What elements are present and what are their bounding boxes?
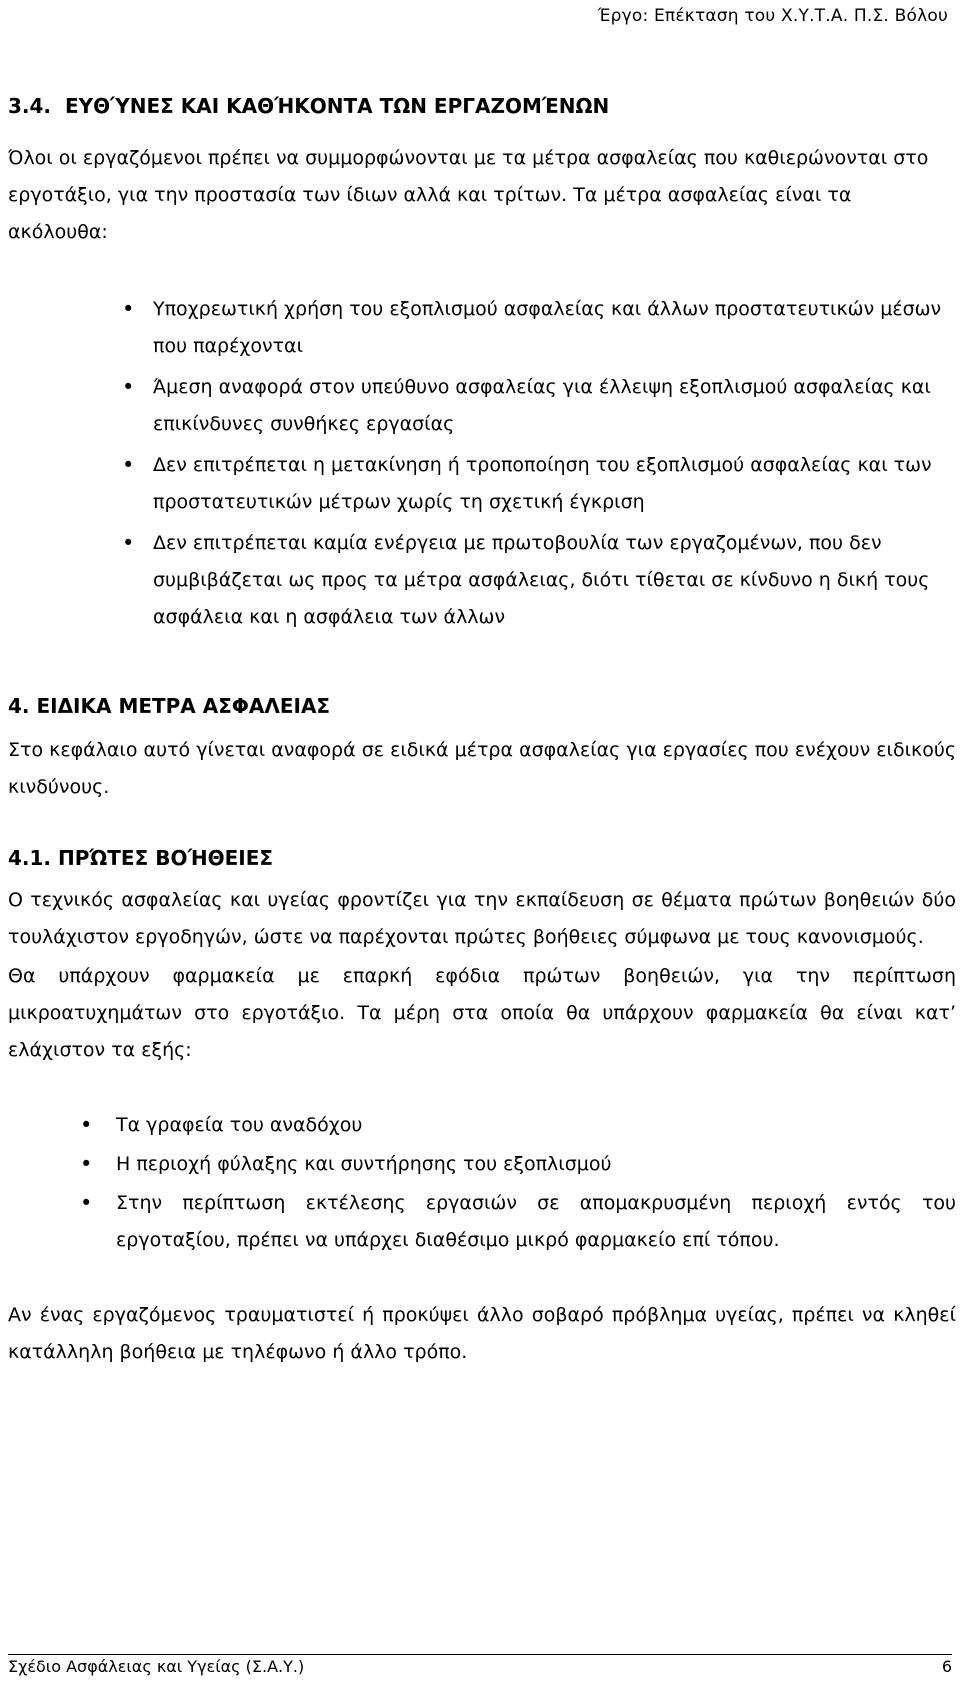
section-4-heading: 4. ΕΙΔΙΚΑ ΜΕΤΡΑ ΑΣΦΑΛΕΙΑΣ (8, 694, 331, 718)
document-body (8, 94, 956, 1371)
first-aid-locations-list (8, 1107, 956, 1259)
list-item: • Δεν επιτρέπεται καμία ενέργεια με πρωτοβουλία των εργαζομένων, που δεν συμβιβάζεται ως προς τα μέτρα ασφάλειας, διότι τίθεται σε κίνδυνο η δική τους ασφάλεια και η ασφάλεια των άλλων (8, 525, 956, 636)
list-item: • Στην περίπτωση εκτέλεσης εργασιών σε απομακρυσμένη περιοχή εντός του εργοταξίου, πρέπει να υπάρχει διαθέσιμο μικρό φαρμακείο επί τόπου. (8, 1185, 956, 1259)
safety-measures-list (8, 291, 956, 636)
list-item: • Υποχρεωτική χρήση του εξοπλισμού ασφαλείας και άλλων προστατευτικών μέσων που παρέχονται (8, 291, 956, 365)
first-aid-paragraph-2: Θα υπάρχουν φαρμακεία με επαρκή εφόδια πρώτων βοηθειών, για την περίπτωση μικροατυχημάτων στο εργοτάξιο. Τα μέρη στα οποία θα υπάρχουν φαρμακεία θα είναι κατ’ ελάχιστον τα εξής: (8, 965, 956, 1061)
list-item: • Δεν επιτρέπεται η μετακίνηση ή τροποποίηση του εξοπλισμού ασφαλείας και των προστατευτικών μέτρων χωρίς τη σχετική έγκριση (8, 447, 956, 521)
running-header: Έργο: Επέκταση του Χ.Υ.Τ.Α. Π.Σ. Βόλου (597, 6, 948, 26)
list-item: • Η περιοχή φύλαξης και συντήρησης του εξοπλισμού (8, 1146, 956, 1183)
section-3-4-intro: Όλοι οι εργαζόμενοι πρέπει να συμμορφώνονται με τα μέτρα ασφαλείας που καθιερώνονται στο εργοτάξιο, για την προστασία των ίδιων αλλά και τρίτων. Τα μέτρα ασφαλείας είναι τα ακόλουθα: (8, 147, 929, 243)
section-4-1-heading: 4.1. ΠΡΏΤΕΣ ΒΟΉΘΕΙΕΣ (8, 846, 274, 870)
list-item: • Τα γραφεία του αναδόχου (8, 1107, 956, 1144)
footer-document-title: Σχέδιο Ασφάλειας και Υγείας (Σ.Α.Υ.) (8, 1657, 305, 1676)
first-aid-paragraph-3: Αν ένας εργαζόμενος τραυματιστεί ή προκύψει άλλο σοβαρό πρόβλημα υγείας, πρέπει να κληθεί κατάλληλη βοήθεια με τηλέφωνο ή άλλο τρόπο. (8, 1304, 956, 1363)
first-aid-paragraph-1: Ο τεχνικός ασφαλείας και υγείας φροντίζει για την εκπαίδευση σε θέματα πρώτων βοηθειών δύο τουλάχιστον εργοδηγών, ώστε να παρέχονται πρώτες βοήθειες σύμφωνα με τους κανονισμούς. (8, 889, 956, 948)
page-footer (8, 1654, 952, 1676)
list-item: • Άμεση αναφορά στον υπεύθυνο ασφαλείας για έλλειψη εξοπλισμού ασφαλείας και επικίνδυνες συνθήκες εργασίας (8, 369, 956, 443)
section-4-intro: Στο κεφάλαιο αυτό γίνεται αναφορά σε ειδικά μέτρα ασφαλείας για εργασίες που ενέχουν ειδικούς κινδύνους. (8, 739, 956, 798)
page-number: 6 (941, 1657, 952, 1676)
section-3-4-heading: 3.4. ΕΥΘΎΝΕΣ ΚΑΙ ΚΑΘΉΚΟΝΤΑ ΤΩΝ ΕΡΓΑΖΟΜΈΝΩΝ (8, 94, 610, 118)
